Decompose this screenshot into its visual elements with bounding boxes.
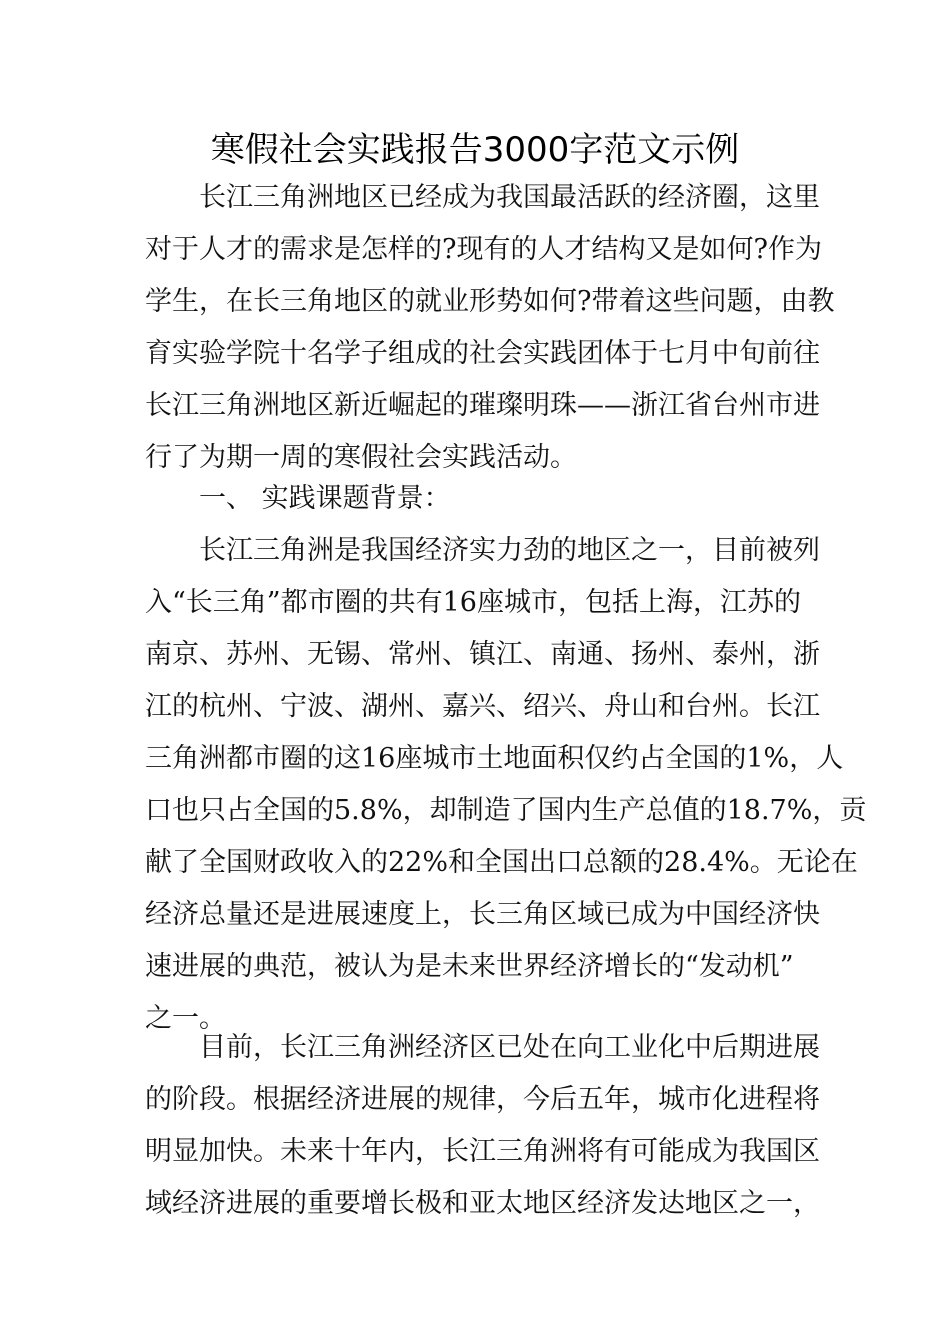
text-line: 行了为期一周的寒假社会实践活动。 (145, 442, 577, 473)
text-line: 明显加快。未来十年内，长江三角洲将有可能成为我国区 (145, 1136, 820, 1167)
text-line: 口也只占全国的5.8%，却制造了国内生产总值的18.7%，贡 (145, 795, 867, 826)
section-heading-block (145, 473, 810, 525)
text-line: 学生，在长三角地区的就业形势如何?带着这些问题，由教 (145, 286, 835, 317)
text-line: 献了全国财政收入的22%和全国出口总额的28.4%。无论在 (145, 847, 858, 878)
text-line: 长江三角洲地区新近崛起的璀璨明珠——浙江省台州市进 (145, 390, 820, 421)
text-line: 对于人才的需求是怎样的?现有的人才结构又是如何?作为 (145, 234, 822, 265)
intro-paragraph (145, 172, 835, 484)
text-line: 江的杭州、宁波、湖州、嘉兴、绍兴、舟山和台州。长江 (145, 691, 820, 722)
text-line: 目前，长江三角洲经济区已处在向工业化中后期进展 (199, 1032, 820, 1063)
text-line: 南京、苏州、无锡、常州、镇江、南通、扬州、泰州，浙 (145, 639, 820, 670)
section-heading: 一、 实践课题背景： (199, 483, 451, 514)
text-line: 长江三角洲地区已经成为我国最活跃的经济圈，这里 (199, 182, 820, 213)
text-line: 育实验学院十名学子组成的社会实践团体于七月中旬前往 (145, 338, 820, 369)
text-line: 之一。 (145, 1003, 226, 1034)
text-line: 入“长三角”都市圈的共有16座城市，包括上海，江苏的 (145, 587, 801, 618)
text-line: 经济总量还是进展速度上，长三角区域已成为中国经济快 (145, 899, 820, 930)
text-line: 三角洲都市圈的这16座城市土地面积仅约占全国的1%，人 (145, 743, 844, 774)
closing-paragraph (145, 1022, 820, 1230)
background-paragraph (145, 525, 867, 1045)
text-line: 长江三角洲是我国经济实力劲的地区之一，目前被列 (199, 535, 820, 566)
text-line: 速进展的典范，被认为是未来世界经济增长的“发动机” (145, 951, 794, 982)
document-title: 寒假社会实践报告3000字范文示例 (210, 130, 740, 170)
text-line: 域经济进展的重要增长极和亚太地区经济发达地区之一， (145, 1188, 820, 1219)
text-line: 的阶段。根据经济进展的规律，今后五年，城市化进程将 (145, 1084, 820, 1115)
